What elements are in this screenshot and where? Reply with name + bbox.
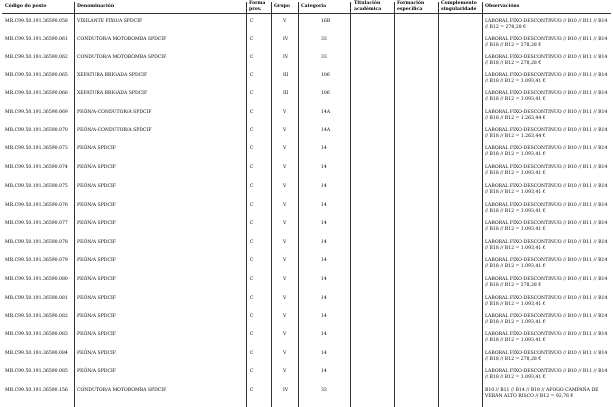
- cell-forma: C: [250, 221, 254, 226]
- cell-forma: C: [250, 314, 254, 319]
- cell-codigo: MR.C99.50.191.36590.070: [5, 128, 68, 133]
- table-row: [0, 313, 613, 331]
- cell-codigo: MR.C99.50.191.36590.080: [5, 277, 68, 282]
- cell-observacions-line2: // B12 = 278,28 €: [485, 24, 527, 30]
- cell-categoria: 33: [321, 388, 327, 393]
- cell-observacions-line2: // B18 // B12 = 1.093,41 €: [485, 319, 546, 325]
- cell-grupo: V: [283, 184, 287, 189]
- cell-denominacion: PEÓN/A SPDCIF: [77, 332, 116, 337]
- cell-forma: C: [250, 128, 254, 133]
- cell-observacions-line1: LABORAL FIXO-DESCONTINUO // B10 // B11 // B14: [485, 258, 608, 263]
- cell-observacions-line2: // B18 // B12 = 1.093,41 €: [485, 170, 546, 176]
- table-row: [0, 90, 613, 108]
- cell-codigo: MR.C99.50.191.36590.082: [5, 314, 68, 319]
- cell-observacions-line2: // B18 // B12 = 1.093,41 €: [485, 151, 546, 157]
- cell-denominacion: PEÓN/A SPDCIF: [77, 258, 116, 263]
- cell-observacions-line2: // B18 // B12 = 1.093,41 €: [485, 263, 546, 269]
- cell-observacions-line1: LABORAL FIXO-DESCONTINUO // B10 // B11 // B14: [485, 221, 608, 226]
- cell-codigo: MR.C99.50.191.36590.073: [5, 146, 68, 151]
- cell-codigo: MR.C99.50.191.36590.058: [5, 19, 68, 24]
- cell-denominacion: PEÓN/A SPDCIF: [77, 184, 116, 189]
- table-row: [0, 145, 613, 163]
- cell-categoria: 16B: [321, 19, 331, 24]
- table-row: [0, 350, 613, 368]
- cell-grupo: V: [283, 19, 287, 24]
- cell-codigo: MR.C99.50.191.36590.069: [5, 110, 68, 115]
- table-row: [0, 202, 613, 220]
- cell-forma: C: [250, 277, 254, 282]
- cell-forma: C: [250, 258, 254, 263]
- table-row: [0, 276, 613, 294]
- cell-observacions-line2: // B18 // B12 = 278,28 €: [485, 42, 542, 48]
- header-complemento-line2: singularidade: [441, 7, 477, 12]
- header-formacion-line2: específica: [397, 7, 423, 12]
- cell-grupo: III: [283, 91, 289, 96]
- cell-denominacion: PEÓN/A SPDCIF: [77, 277, 116, 282]
- cell-forma: C: [250, 73, 254, 78]
- cell-categoria: 14: [321, 165, 327, 170]
- cell-forma: C: [250, 240, 254, 245]
- cell-observacions-line2: // B18 // B12 = 1.093,41 €: [485, 337, 546, 343]
- cell-denominacion: CONDUTOR/A MOTOBOMBA SPDCIF: [77, 37, 167, 42]
- table-row: [0, 257, 613, 275]
- cell-forma: C: [250, 165, 254, 170]
- cell-grupo: IV: [283, 37, 289, 42]
- cell-observacions-line1: LABORAL FIXO-DESCONTINUO // B10 // B11 // B14: [485, 73, 608, 78]
- cell-categoria: 14: [321, 332, 327, 337]
- cell-categoria: 33: [321, 55, 327, 60]
- cell-categoria: 14: [321, 351, 327, 356]
- header-denominacion: Denominación: [77, 4, 115, 9]
- cell-observacions-line2: // B18 // B12 = 1.093,41 €: [485, 78, 546, 84]
- cell-grupo: III: [283, 73, 289, 78]
- table-row: [0, 220, 613, 238]
- cell-denominacion: PEÓN/A-CONDUTOR/A SPDCIF: [77, 128, 152, 133]
- header-forma-line1: Forma: [249, 1, 266, 6]
- cell-categoria: 14: [321, 277, 327, 282]
- cell-observacions-line1: LABORAL FIXO-DESCONTINUO // B10 // B11 // B14: [485, 146, 608, 151]
- cell-denominacion: CONDUTOR/A MOTOBOMBA SPDCIF: [77, 388, 167, 393]
- cell-observacions-line2: VERÁN ALTO RISCO // B12 = 92,76 €: [485, 393, 574, 399]
- cell-grupo: V: [283, 351, 287, 356]
- cell-forma: C: [250, 184, 254, 189]
- cell-forma: C: [250, 55, 254, 60]
- cell-grupo: V: [283, 258, 287, 263]
- cell-forma: C: [250, 110, 254, 115]
- cell-codigo: MR.C99.50.191.36590.061: [5, 37, 68, 42]
- cell-forma: C: [250, 19, 254, 24]
- cell-observacions-line1: LABORAL FIXO-DESCONTINUO // B10 // B11 // B14: [485, 240, 608, 245]
- cell-observacions-line2: // B18 // B12 = 278,28 €: [485, 282, 542, 288]
- table-row: [0, 387, 613, 405]
- cell-observacions-line2: // B18 // B12 = 1.093,41 €: [485, 301, 546, 307]
- cell-denominacion: PEÓN/A SPDCIF: [77, 351, 116, 356]
- cell-codigo: MR.C99.50.191.36590.078: [5, 240, 68, 245]
- cell-codigo: MR.C99.50.191.36590.075: [5, 184, 68, 189]
- cell-denominacion: XEFATURA BRIGADA SPDCIF: [77, 91, 148, 96]
- cell-observacions-line2: // B18 // B12 = 1.093,41 €: [485, 226, 546, 232]
- table-row: [0, 295, 613, 313]
- cell-forma: C: [250, 203, 254, 208]
- cell-grupo: V: [283, 221, 287, 226]
- cell-grupo: V: [283, 296, 287, 301]
- cell-observacions-line1: LABORAL FIXO-DESCONTINUO // B10 // B11 // B14: [485, 165, 608, 170]
- cell-grupo: V: [283, 203, 287, 208]
- cell-categoria: 106: [321, 91, 330, 96]
- cell-grupo: IV: [283, 388, 289, 393]
- cell-observacions-line1: LABORAL FIXO-DESCONTINUO // B10 // B11 // B14: [485, 19, 608, 24]
- cell-categoria: 14A: [321, 110, 331, 115]
- cell-observacions-line1: LABORAL FIXO-DESCONTINUO // B10 // B11 // B14: [485, 91, 608, 96]
- cell-codigo: MR.C99.50.191.36590.085: [5, 369, 68, 374]
- cell-observacions-line1: LABORAL FIXO-DESCONTINUO // B10 // B11 // B14: [485, 37, 608, 42]
- cell-observacions-line2: // B18 // B12 = 1.093,41 €: [485, 245, 546, 251]
- header-formacion-line1: Formación: [397, 1, 425, 6]
- cell-denominacion: PEÓN/A-CONDUTOR/A SPDCIF: [77, 110, 152, 115]
- cell-codigo: MR.C99.50.191.36590.084: [5, 351, 68, 356]
- cell-categoria: 14: [321, 369, 327, 374]
- header-complemento-line1: Complemento: [441, 1, 477, 6]
- cell-observacions-line2: // B18 // B12 = 1.263,44 €: [485, 133, 546, 139]
- cell-observacions-line2: // B18 // B12 = 1.093,41 €: [485, 96, 546, 102]
- cell-denominacion: PEÓN/A SPDCIF: [77, 296, 116, 301]
- header-codigo: Código do posto: [5, 4, 47, 9]
- cell-observacions-line1: LABORAL FIXO-DESCONTINUO // B10 // B11 // B14: [485, 314, 608, 319]
- cell-observacions-line2: // B18 // B12 = 1.093,41 €: [485, 374, 546, 380]
- cell-observacions-line2: // B18 // B12 = 278,28 €: [485, 60, 542, 66]
- cell-categoria: 14: [321, 146, 327, 151]
- cell-denominacion: PEÓN/A SPDCIF: [77, 221, 116, 226]
- cell-codigo: MR.C99.50.191.36590.076: [5, 203, 68, 208]
- table-row: [0, 36, 613, 54]
- cell-forma: C: [250, 296, 254, 301]
- cell-grupo: V: [283, 369, 287, 374]
- cell-observacions-line1: LABORAL FIXO-DESCONTINUO // B10 // B11 // B14: [485, 369, 608, 374]
- table-row: [0, 72, 613, 90]
- cell-observacions-line1: LABORAL FIXO-DESCONTINUO // B10 // B11 // B14: [485, 184, 608, 189]
- cell-forma: C: [250, 369, 254, 374]
- cell-categoria: 14: [321, 258, 327, 263]
- header-grupo: Grupo: [274, 4, 290, 9]
- cell-grupo: IV: [283, 55, 289, 60]
- cell-forma: C: [250, 388, 254, 393]
- cell-grupo: V: [283, 110, 287, 115]
- cell-forma: C: [250, 332, 254, 337]
- cell-codigo: MR.C99.50.191.36590.074: [5, 165, 68, 170]
- cell-categoria: 106: [321, 73, 330, 78]
- cell-grupo: V: [283, 165, 287, 170]
- cell-codigo: MR.C99.50.191.36590.156: [5, 388, 68, 393]
- cell-codigo: MR.C99.50.191.36590.062: [5, 55, 68, 60]
- cell-grupo: V: [283, 240, 287, 245]
- cell-grupo: V: [283, 277, 287, 282]
- cell-forma: C: [250, 146, 254, 151]
- cell-denominacion: PEÓN/A SPDCIF: [77, 314, 116, 319]
- table-row: [0, 127, 613, 145]
- table-row: [0, 109, 613, 127]
- cell-forma: C: [250, 91, 254, 96]
- table-row: [0, 331, 613, 349]
- cell-observacions-line1: LABORAL FIXO-DESCONTINUO // B10 // B11 // B14: [485, 332, 608, 337]
- cell-observacions-line1: B10 // B11 // B14 // B18 // AFOGO CAMPAÑA DE: [485, 388, 599, 393]
- cell-grupo: V: [283, 314, 287, 319]
- cell-observacions-line2: // B18 // B12 = 1.263,44 €: [485, 115, 546, 121]
- cell-grupo: V: [283, 146, 287, 151]
- cell-categoria: 14A: [321, 128, 331, 133]
- table-row: [0, 54, 613, 72]
- cell-categoria: 14: [321, 240, 327, 245]
- table-row: [0, 183, 613, 201]
- header-titulacion-line2: académica: [354, 7, 382, 12]
- cell-codigo: MR.C99.50.191.36590.065: [5, 73, 68, 78]
- header-divider: [2, 13, 611, 14]
- cell-categoria: 33: [321, 37, 327, 42]
- cell-observacions-line1: LABORAL FIXO-DESCONTINUO // B10 // B11 // B14: [485, 296, 608, 301]
- cell-denominacion: PEÓN/A SPDCIF: [77, 165, 116, 170]
- cell-observacions-line1: LABORAL FIXO-DESCONTINUO // B10 // B11 // B14: [485, 277, 608, 282]
- table-row: [0, 368, 613, 386]
- header-forma-line2: prov.: [249, 7, 262, 12]
- cell-denominacion: PEÓN/A SPDCIF: [77, 369, 116, 374]
- cell-observacions-line2: // B18 // B12 = 1.093,41 €: [485, 189, 546, 195]
- cell-categoria: 14: [321, 314, 327, 319]
- cell-observacions-line2: // B18 // B12 = 1.093,41 €: [485, 208, 546, 214]
- header-categoria: Categoría: [301, 4, 327, 9]
- cell-grupo: V: [283, 332, 287, 337]
- cell-codigo: MR.C99.50.191.36590.077: [5, 221, 68, 226]
- header-observacions: Observacións: [485, 4, 520, 9]
- cell-grupo: V: [283, 128, 287, 133]
- cell-denominacion: CONDUTOR/A MOTOBOMBA SPDCIF: [77, 55, 167, 60]
- cell-categoria: 14: [321, 221, 327, 226]
- cell-denominacion: PEÓN/A SPDCIF: [77, 240, 116, 245]
- cell-categoria: 14: [321, 203, 327, 208]
- cell-codigo: MR.C99.50.191.36590.079: [5, 258, 68, 263]
- cell-observacions-line1: LABORAL FIXO-DESCONTINUO // B10 // B11 // B14: [485, 351, 608, 356]
- header-titulacion-line1: Titulación: [354, 1, 381, 6]
- cell-codigo: MR.C99.50.191.36590.066: [5, 91, 68, 96]
- cell-observacions-line1: LABORAL FIXO-DESCONTINUO // B10 // B11 // B14: [485, 55, 608, 60]
- cell-codigo: MR.C99.50.191.36590.083: [5, 332, 68, 337]
- cell-observacions-line1: LABORAL FIXO-DESCONTINUO // B10 // B11 // B14: [485, 110, 608, 115]
- cell-observacions-line1: LABORAL FIXO-DESCONTINUO // B10 // B11 // B14: [485, 203, 608, 208]
- cell-forma: C: [250, 37, 254, 42]
- cell-denominacion: PEÓN/A SPDCIF: [77, 146, 116, 151]
- cell-codigo: MR.C99.50.191.36590.081: [5, 296, 68, 301]
- cell-categoria: 14: [321, 184, 327, 189]
- table-row: [0, 164, 613, 182]
- cell-denominacion: XEFATURA BRIGADA SPDCIF: [77, 73, 148, 78]
- table-row: [0, 18, 613, 36]
- table-row: [0, 239, 613, 257]
- cell-denominacion: PEÓN/A SPDCIF: [77, 203, 116, 208]
- cell-denominacion: VIXILANTE FIXO/A SPDCIF: [77, 19, 143, 24]
- cell-forma: C: [250, 351, 254, 356]
- cell-observacions-line2: // B18 // B12 = 278,28 €: [485, 356, 542, 362]
- cell-observacions-line1: LABORAL FIXO-DESCONTINUO // B10 // B11 // B14: [485, 128, 608, 133]
- cell-categoria: 14: [321, 296, 327, 301]
